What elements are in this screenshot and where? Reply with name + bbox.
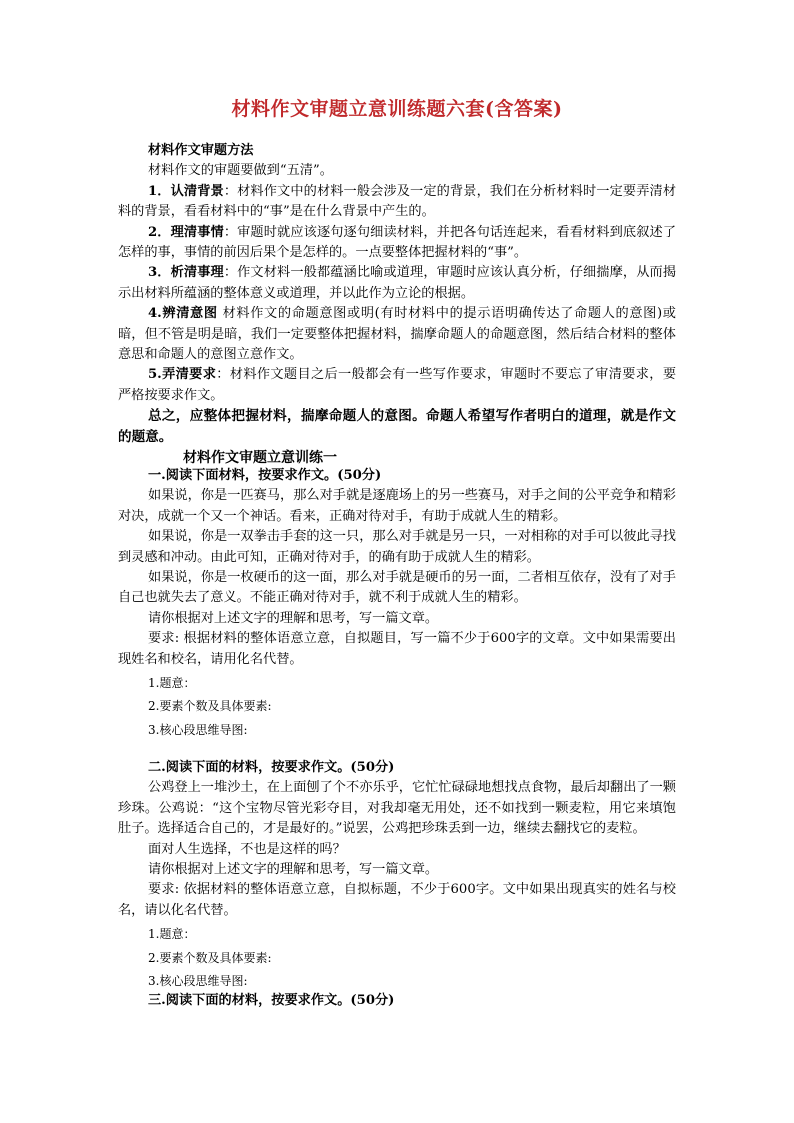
method-summary: 总之，应整体把握材料，揣摩命题人的意图。命题人希望写作者明白的道理，就是作文的题意。	[118, 408, 676, 445]
method-point-label: 3．析清事理	[148, 265, 224, 281]
method-point-sep: ：	[223, 183, 238, 199]
answer-item: 1.题意：	[148, 676, 196, 691]
material-paragraph: 如果说，你是一匹赛马，那么对手就是逐鹿场上的另一些赛马，对手之间的公平竞争和精彩对决，成就一个又一个神话。看来，正确对待对手，有助于成就人生的精彩。	[118, 488, 676, 524]
method-point-sep: ：	[223, 265, 238, 281]
method-point-label: 5.弄清要求	[148, 367, 217, 383]
question-2	[118, 758, 676, 1012]
answer-item: 3.核心段思维导图:	[148, 722, 248, 737]
answer-item: 3.核心段思维导图:	[148, 974, 248, 989]
method-point-text: 材料作文题目之后一般都会有一些写作要求，审题时不要忘了审清要求，要严格按要求作文。	[118, 367, 677, 403]
method-point-sep: ：	[223, 224, 238, 240]
method-point-5	[118, 365, 676, 406]
document-title: 材料作文审题立意训练题六套(含答案)	[231, 98, 563, 120]
answer-item: 2.要素个数及具体要素:	[148, 950, 272, 965]
method-point-2	[118, 223, 676, 264]
method-point-label: 4.辨清意图	[148, 306, 218, 322]
question-heading: 一.阅读下面材料，按要求作文。(50分)	[148, 468, 382, 483]
question-heading: 三.阅读下面的材料，按要求作文。(50分)	[148, 993, 395, 1009]
answer-item: 1.题意：	[148, 927, 196, 942]
answer-item: 2.要素个数及具体要素:	[148, 699, 272, 714]
method-point-text: 材料作文的命题意图或明(有时材料中的提示语明确传达了命题人的意图)或暗，但不管是明是暗，我们一定要整体把握材料，揣摩命题人的命题意图，然后结合材料的整体意思和命题人的意图立意作文。	[118, 306, 676, 363]
question-1	[118, 466, 676, 740]
material-paragraph: 公鸡登上一堆沙土，在上面刨了个不亦乐乎，它忙忙碌碌地想找点食物，最后却翻出了一颗珍珠。公鸡说：“这个宝物尽管光彩夺目，对我却毫无用处，还不如找到一颗麦粒，用它来填饱肚子。选择适合自己的，才是最好的。”说罢，公鸡把珍珠丢到一边，继续去翻找它的麦粒。	[118, 780, 676, 837]
question-heading: 二.阅读下面的材料，按要求作文。(50分)	[148, 760, 395, 775]
requirement-paragraph: 要求: 依据材料的整体语意立意，自拟标题，不少于600字。文中如果出现真实的姓名与校名，请以化名代替。	[118, 882, 676, 918]
instruction-paragraph: 请你根据对上述文字的理解和思考，写一篇文章。	[148, 862, 439, 878]
method-point-label: 1．认清背景	[148, 183, 224, 199]
method-heading: 材料作文审题方法	[148, 143, 254, 158]
material-paragraph: 如果说，你是一枚硬币的这一面，那么对手就是硬币的另一面，二者相互依存，没有了对手自己也就失去了意义。不能正确对待对手，就不利于成就人生的精彩。	[118, 570, 676, 606]
method-point-text: 作文材料一般都蕴涵比喻或道理，审题时应该认真分析，仔细揣摩，从而揭示出材料所蕴涵的整体意义或道理，并以此作为立论的根据。	[118, 265, 677, 301]
requirement-paragraph: 要求: 根据材料的整体语意立意，自拟题目，写一篇不少于600字的文章。文中如果需要出现姓名和校名，请用化名代替。	[118, 631, 676, 667]
section-title: 材料作文审题立意训练一	[183, 450, 337, 466]
method-point-3	[118, 263, 676, 304]
method-section	[118, 141, 676, 447]
method-point-label: 2．理清事情	[148, 224, 224, 240]
method-point-sep: ：	[216, 367, 230, 383]
material-paragraph: 如果说，你是一双拳击手套的这一只，那么对手就是另一只，一对相称的对手可以彼此寻找到灵感和冲动。由此可知，正确对待对手，的确有助于成就人生的精彩。	[118, 529, 676, 565]
method-intro: 材料作文的审题要做到“五清”。	[148, 163, 333, 179]
instruction-paragraph: 请你根据对上述文字的理解和思考，写一篇文章。	[148, 610, 439, 626]
method-point-text: 审题时就应该逐句逐句细读材料，并把各句话连起来，看看材料到底叙述了怎样的事，事情的前因后果个是怎样的。一点要整体把握材料的“事”。	[118, 224, 677, 261]
method-point-1	[118, 182, 676, 223]
method-point-4	[118, 304, 676, 365]
material-paragraph: 面对人生选择，不也是这样的吗？	[148, 841, 346, 857]
method-point-text: 材料作文中的材料一般会涉及一定的背景，我们在分析材料时一定要弄清材料的背景，看看材料中的“事”是在什么背景中产生的。	[118, 183, 677, 220]
